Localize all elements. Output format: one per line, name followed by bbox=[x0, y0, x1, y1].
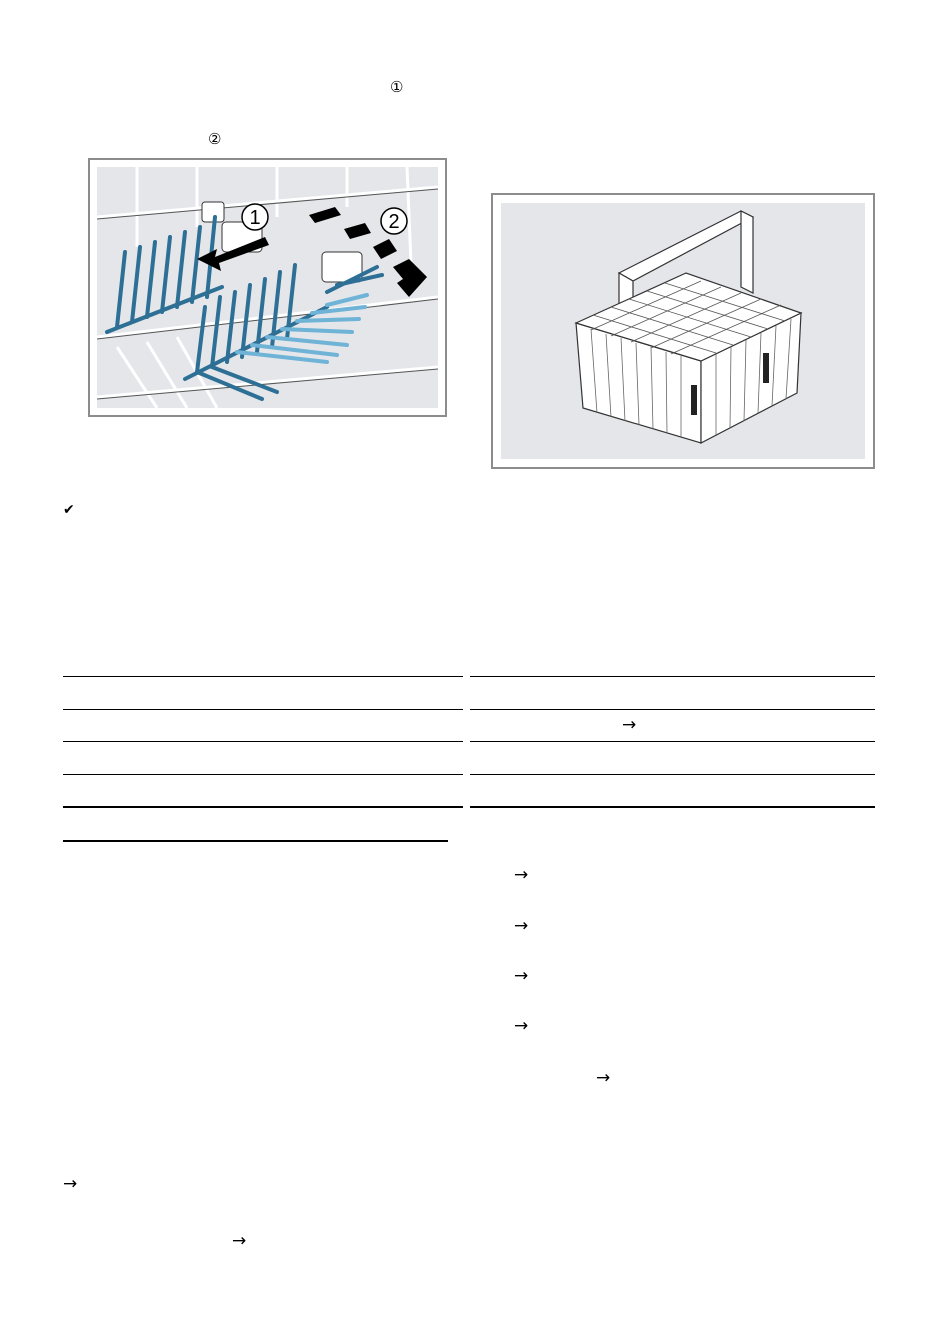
right-arrow-icon-4: → bbox=[514, 1016, 529, 1036]
section-heading-rule bbox=[63, 840, 448, 842]
callout-2-label: 2 bbox=[388, 211, 400, 233]
table-rule-row-2-left bbox=[63, 741, 463, 742]
table-rule-bottom-left bbox=[63, 806, 463, 808]
right-arrow-icon-1: → bbox=[514, 865, 529, 885]
table-rule-row-1-left bbox=[63, 709, 463, 710]
right-arrow-icon-5: → bbox=[596, 1068, 611, 1088]
left-arrow-icon-2: → bbox=[232, 1231, 247, 1251]
table-rule-top-right bbox=[470, 676, 875, 677]
result-check-icon: ✔ bbox=[63, 502, 75, 518]
step-marker-1: ① bbox=[390, 79, 404, 96]
right-arrow-icon-2: → bbox=[514, 916, 529, 936]
cutlery-basket-illustration bbox=[501, 203, 865, 459]
rack-illustration bbox=[97, 167, 438, 408]
table-rule-row-1-right bbox=[470, 709, 875, 710]
rack-figure bbox=[88, 158, 447, 417]
table-rule-row-3-left bbox=[63, 774, 463, 775]
left-arrow-icon-1: → bbox=[63, 1174, 78, 1194]
table-rule-row-3-right bbox=[470, 774, 875, 775]
table-rule-bottom-right bbox=[470, 806, 875, 808]
callout-1-label: 1 bbox=[249, 207, 261, 229]
table-row-2-arrow-icon: → bbox=[622, 715, 637, 735]
basket-figure bbox=[491, 193, 875, 469]
table-rule-top-left bbox=[63, 676, 463, 677]
right-arrow-icon-3: → bbox=[514, 966, 529, 986]
rack-figure-background bbox=[97, 167, 438, 408]
step-marker-2: ② bbox=[208, 131, 222, 148]
basket-figure-background bbox=[501, 203, 865, 459]
table-rule-row-2-right bbox=[470, 741, 875, 742]
